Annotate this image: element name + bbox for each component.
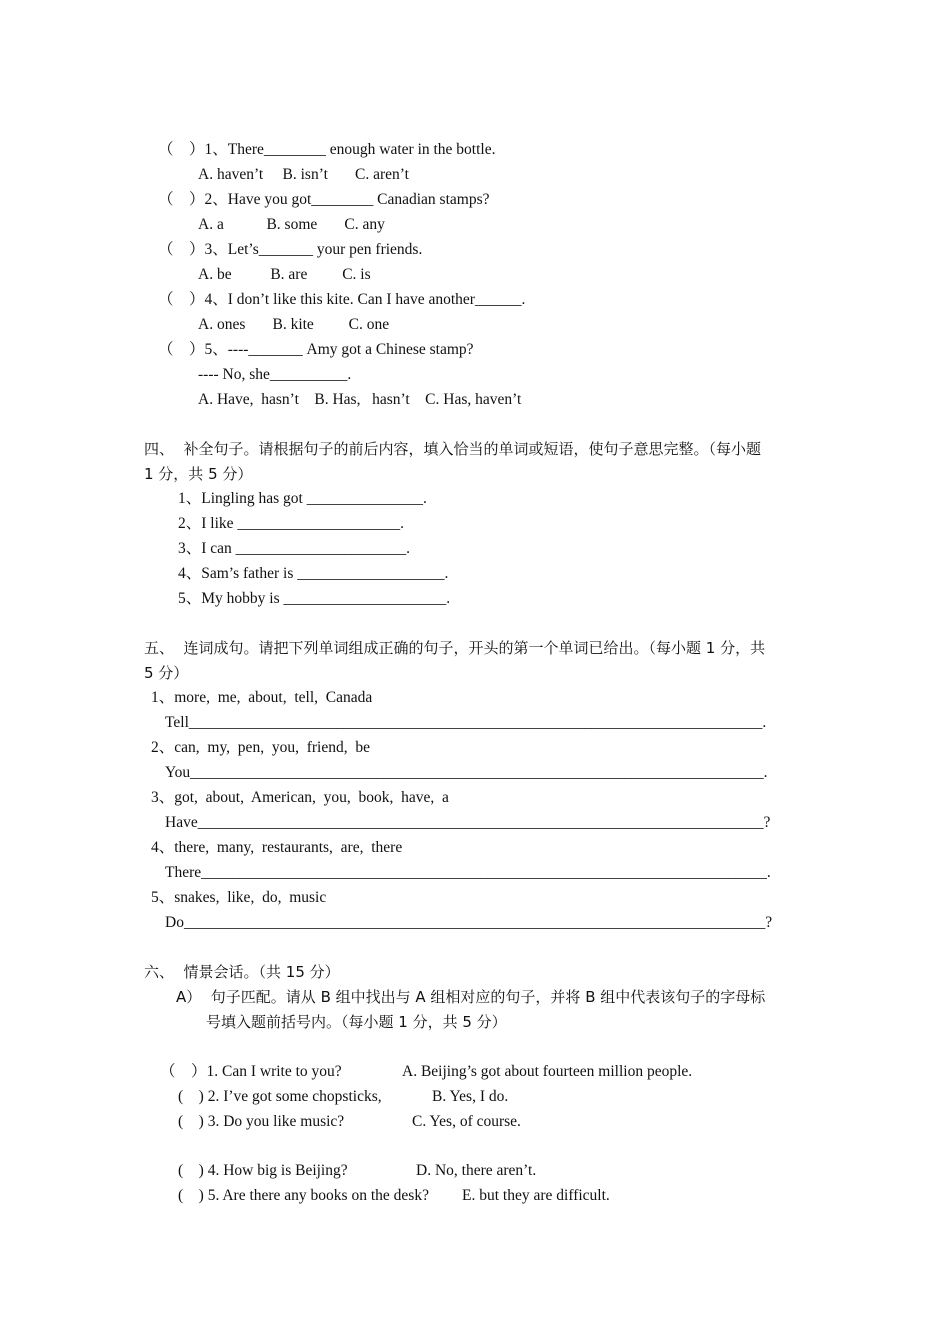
- fill-item-1: 1、Lingling has got _______________.: [178, 490, 427, 507]
- order-answer-4: There_________________________________________________________________________.: [165, 864, 771, 881]
- order-words-3: 3、got, about, American, you, book, have, a: [151, 789, 449, 806]
- mc-question-5-reply: ---- No, she__________.: [198, 366, 352, 383]
- match-left-5: ( ) 5. Are there any books on the desk?: [178, 1187, 429, 1204]
- section6-heading: 六、 情景会话。（共 15 分）: [144, 963, 340, 981]
- match-right-3: C. Yes, of course.: [412, 1113, 521, 1130]
- order-words-5: 5、snakes, like, do, music: [151, 889, 327, 906]
- order-answer-3: Have_________________________________________________________________________?: [165, 814, 771, 831]
- mc-question-4: （ ）4、I don’t like this kite. Can I have another______.: [158, 291, 526, 308]
- order-answer-1: Tell__________________________________________________________________________.: [165, 714, 767, 731]
- match-right-4: D. No, there aren’t.: [416, 1162, 537, 1179]
- match-left-4: ( ) 4. How big is Beijing?: [178, 1162, 348, 1179]
- fill-item-5: 5、My hobby is _____________________.: [178, 590, 451, 607]
- mc-question-3: （ ）3、Let’s_______ your pen friends.: [158, 241, 423, 258]
- section5-heading-cont: 5 分）: [144, 664, 189, 682]
- match-left-2: ( ) 2. I’ve got some chopsticks,: [178, 1088, 382, 1105]
- match-right-1: A. Beijing’s got about fourteen million people.: [402, 1063, 693, 1080]
- match-right-5: E. but they are difficult.: [462, 1187, 610, 1204]
- order-words-2: 2、can, my, pen, you, friend, be: [151, 739, 370, 756]
- order-answer-2: You__________________________________________________________________________.: [165, 764, 768, 781]
- mc-question-1: （ ）1、There________ enough water in the bottle.: [158, 141, 496, 158]
- match-left-3: ( ) 3. Do you like music?: [178, 1113, 345, 1130]
- mc-options-4: A. ones B. kite C. one: [198, 316, 390, 333]
- mc-question-2: （ ）2、Have you got________ Canadian stamps?: [158, 191, 490, 208]
- fill-item-4: 4、Sam’s father is ___________________.: [178, 565, 449, 582]
- match-right-2: B. Yes, I do.: [432, 1088, 509, 1105]
- order-words-4: 4、there, many, restaurants, are, there: [151, 839, 403, 856]
- fill-item-2: 2、I like _____________________.: [178, 515, 405, 532]
- fill-item-3: 3、I can ______________________.: [178, 540, 411, 557]
- order-answer-5: Do___________________________________________________________________________?: [165, 914, 773, 931]
- mc-options-2: A. a B. some C. any: [198, 216, 385, 233]
- mc-question-5: （ ）5、----_______ Amy got a Chinese stamp?: [158, 341, 474, 358]
- section5-heading: 五、 连词成句。请把下列单词组成正确的句子，开头的第一个单词已给出。（每小题 1 分，共: [144, 639, 766, 657]
- mc-options-3: A. be B. are C. is: [198, 266, 371, 283]
- section4-heading-cont: 1 分，共 5 分）: [144, 465, 253, 483]
- section4-heading: 四、 补全句子。请根据句子的前后内容，填入恰当的单词或短语，使句子意思完整。（每小题: [144, 440, 762, 458]
- section6-partA-instructions: A） 句子匹配。请从 B 组中找出与 A 组相对应的句子，并将 B 组中代表该句子的字母标: [176, 988, 766, 1006]
- mc-options-1: A. haven’t B. isn’t C. aren’t: [198, 166, 409, 183]
- mc-options-5: A. Have, hasn’t B. Has, hasn’t C. Has, haven’t: [198, 391, 522, 408]
- order-words-1: 1、more, me, about, tell, Canada: [151, 689, 373, 706]
- section6-partA-instructions-cont: 号填入题前括号内。（每小题 1 分，共 5 分）: [206, 1013, 507, 1031]
- match-left-1: （ ）1. Can I write to you?: [160, 1063, 342, 1080]
